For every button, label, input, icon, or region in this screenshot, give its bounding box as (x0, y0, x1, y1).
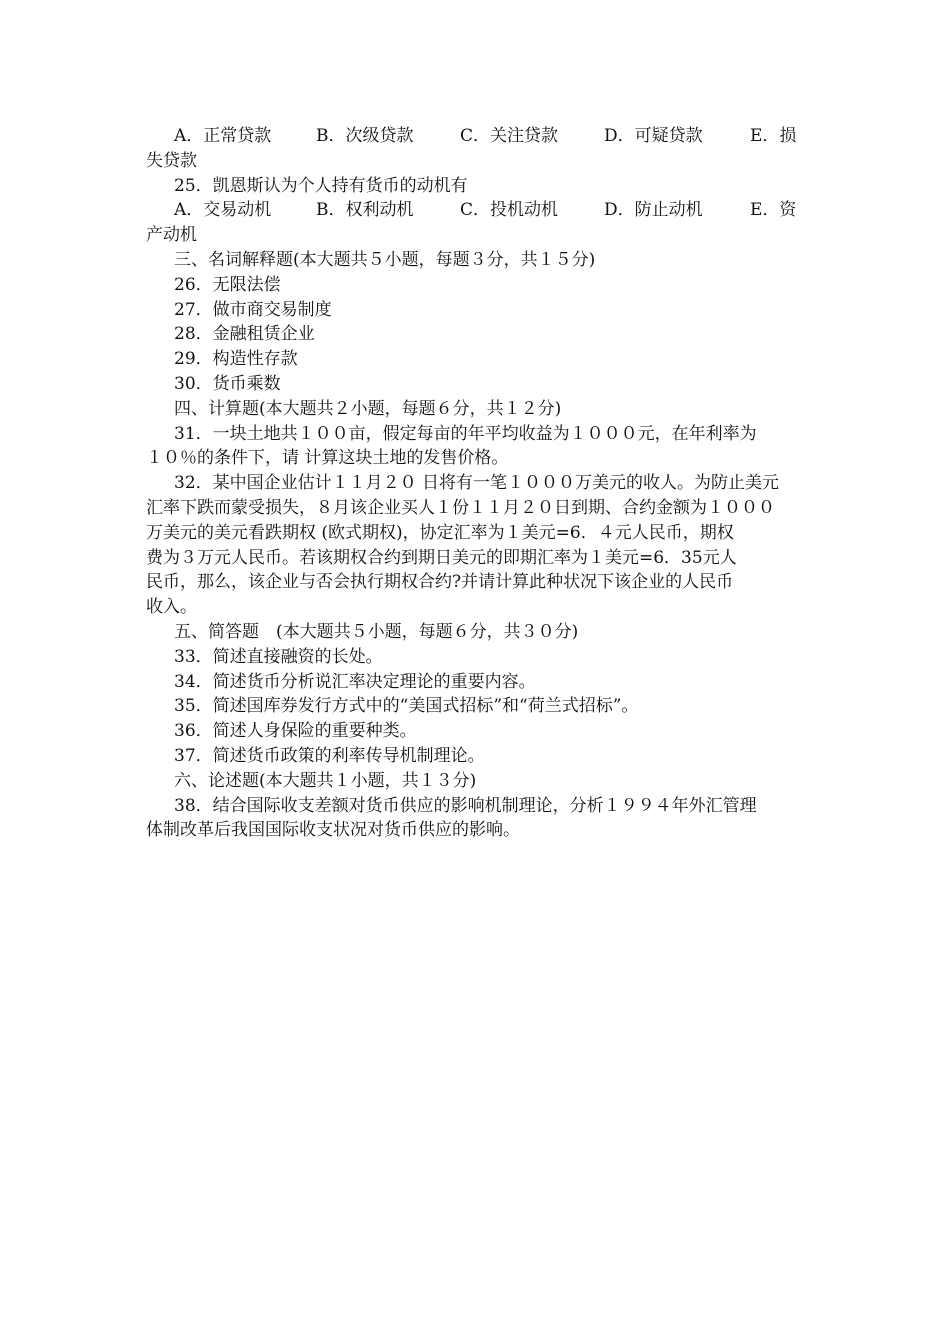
q35-question: 35．简述国库券发行方式中的“美国式招标”和“荷兰式招标”。 (174, 696, 639, 717)
q25-option-e-continuation: 产动机 (146, 225, 197, 246)
q25-option-a: A．交易动机 (174, 200, 272, 221)
q34-question: 34．简述货币分析说汇率决定理论的重要内容。 (174, 671, 536, 692)
q33-question: 33．简述直接融资的长处。 (174, 646, 383, 667)
q32-line-1: 32．某中国企业估计１１月２０ 日将有一笔１０００万美元的收人。为防止美元 (174, 473, 780, 494)
q29-term: 29．构造性存款 (174, 349, 298, 370)
q32-line-5: 民币，那么，该企业与否会执行期权合约?并请计算此种状况下该企业的人民币 (146, 572, 734, 593)
q28-term: 28．金融租赁企业 (174, 324, 315, 345)
q24-option-a: A．正常贷款 (174, 126, 272, 146)
section3-heading: 三、名词解释题(本大题共５小题，每题３分，共１５分) (174, 249, 596, 270)
q25-option-c: C．投机动机 (460, 200, 559, 221)
q25-option-e: E．资 (750, 200, 797, 221)
q24-option-e-continuation: 失贷款 (146, 150, 197, 171)
q32-line-6: 收入。 (146, 597, 197, 618)
q24-option-b: B．次级贷款 (316, 126, 414, 146)
q25-option-d: D．防止动机 (604, 200, 703, 221)
q25-options (146, 198, 806, 223)
q26-term: 26．无限法偿 (174, 274, 281, 295)
q38-line-2: 体制改革后我国国际收支状况对货币供应的影响。 (146, 820, 520, 841)
q25-stem: 25．凯恩斯认为个人持有货币的动机有 (174, 175, 468, 196)
q24-option-c: C．关注贷款 (460, 126, 559, 146)
q25-option-b: B．权利动机 (316, 200, 414, 221)
q36-question: 36．简述人身保险的重要种类。 (174, 721, 417, 742)
q32-line-4: 费为３万元人民币。若该期权合约到期日美元的即期汇率为１美元=6．35元人 (146, 547, 737, 568)
section4-heading: 四、计算题(本大题共２小题，每题６分，共１２分) (174, 398, 562, 419)
q24-option-e: E．损 (750, 126, 797, 146)
document-page (146, 124, 806, 843)
section5-heading: 五、简答题 (本大题共５小题，每题６分，共３０分) (174, 621, 579, 642)
q38-line-1: 38．结合国际收支差额对货币供应的影响机制理论，分析１９９４年外汇管理 (174, 795, 757, 816)
q27-term: 27．做市商交易制度 (174, 299, 332, 320)
q37-question: 37．简述货币政策的利率传导机制理论。 (174, 745, 485, 766)
q30-term: 30．货币乘数 (174, 373, 281, 394)
section6-heading: 六、论述题(本大题共１小题，共１３分) (174, 770, 477, 791)
q24-options (146, 124, 806, 149)
q31-line-1: 31．一块土地共１００亩，假定每亩的年平均收益为１０００元，在年利率为 (174, 423, 757, 444)
q31-line-2: １０％的条件下，请 计算这块土地的发售价格。 (146, 448, 509, 469)
q32-line-2: 汇率下跌而蒙受损失，８月该企业买人１份１１月２０日到期、合约金额为１０００ (146, 497, 775, 518)
q24-option-d: D．可疑贷款 (604, 126, 703, 146)
q32-line-3: 万美元的美元看跌期权 (欧式期权)，协定汇率为１美元=6．４元人民币，期权 (146, 522, 734, 543)
